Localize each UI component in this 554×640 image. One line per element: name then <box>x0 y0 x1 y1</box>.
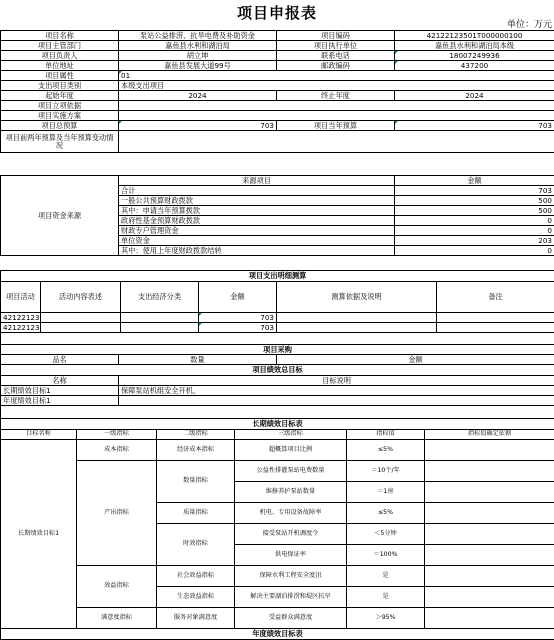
total-budget-value: 703 <box>119 121 277 131</box>
end-year-label: 终止年度 <box>277 91 395 101</box>
funding-row-name: 一般公共预算财政拨款 <box>119 196 395 206</box>
long-perf-l2: 生态效益指标 <box>157 587 235 608</box>
perf-total-row-desc: 保障泵站机组安全开机。 <box>119 386 554 396</box>
long-perf-basis <box>425 440 554 461</box>
long-perf-val: ＝100% <box>347 545 425 566</box>
long-perf-l3: 超概算项目比例 <box>235 440 347 461</box>
start-year-label: 起始年度 <box>1 91 119 101</box>
procurement-header-item: 品名 <box>1 355 119 365</box>
detail-header-note: 备注 <box>437 282 554 313</box>
funding-row-name: 单位资金 <box>119 236 395 246</box>
procurement-header-qty: 数量 <box>119 355 277 365</box>
owner-label: 项目负责人 <box>1 51 119 61</box>
funding-row-amount: 500 <box>395 206 554 216</box>
perf-total-row-name: 年度绩效目标1 <box>1 396 119 406</box>
project-name-label: 项目名称 <box>1 31 119 41</box>
long-perf-l2: 社会效益指标 <box>157 566 235 587</box>
funding-row-amount: 0 <box>395 216 554 226</box>
expenditure-detail-table <box>0 270 554 345</box>
long-perf-l1-cost: 成本指标 <box>77 440 157 461</box>
performance-total-table <box>0 364 554 419</box>
long-perf-header-l2: 二级指标 <box>157 430 235 440</box>
long-perf-basis <box>425 545 554 566</box>
long-perf-l1-satisfaction: 满意度指标 <box>77 608 157 629</box>
long-perf-l2: 质量指标 <box>157 503 235 524</box>
long-perf-section-title: 长期绩效目标表 <box>1 419 554 430</box>
start-year-value: 2024 <box>119 91 277 101</box>
long-perf-header-basis: 指标值确定依据 <box>425 430 554 440</box>
perf-total-header-desc: 目标说明 <box>119 376 554 386</box>
long-perf-header-l3: 三级指标 <box>235 430 347 440</box>
long-perf-header-target: 目标名称 <box>1 430 77 440</box>
prev-budget-value <box>119 131 554 153</box>
project-code-label: 项目编码 <box>277 31 395 41</box>
end-year-value: 2024 <box>395 91 554 101</box>
long-perf-basis <box>425 524 554 545</box>
long-perf-basis <box>425 482 554 503</box>
exec-unit-label: 项目执行单位 <box>277 41 395 51</box>
detail-header-amount: 金额 <box>199 282 277 313</box>
address-value: 嘉鱼县发展大道99号 <box>119 61 277 71</box>
detail-header-content: 活动内容表述 <box>41 282 121 313</box>
long-perf-basis <box>425 503 554 524</box>
basis-value <box>119 101 554 111</box>
funding-row-amount: 500 <box>395 196 554 206</box>
long-perf-l3: 受益群众满意度 <box>235 608 347 629</box>
funding-amount-header: 金额 <box>395 176 554 186</box>
funding-row-amount: 203 <box>395 236 554 246</box>
long-perf-val: ＝10个/年 <box>347 461 425 482</box>
zip-value: 437200 <box>395 61 554 71</box>
basic-info-table <box>0 30 554 153</box>
procurement-section-title: 项目采购 <box>1 345 554 355</box>
detail-row-econ <box>121 313 199 323</box>
zip-label: 邮政编码 <box>277 61 395 71</box>
detail-row-basis <box>277 323 437 333</box>
funding-label: 项目资金来源 <box>1 176 119 256</box>
funding-source-table <box>0 175 554 256</box>
dept-value: 嘉鱼县水利和湖泊局 <box>119 41 277 51</box>
perf-total-row-desc <box>119 396 554 406</box>
long-perf-header-l1: 一级指标 <box>77 430 157 440</box>
long-perf-l2: 数量指标 <box>157 461 235 503</box>
detail-row-activity: 42122123 <box>1 313 41 323</box>
long-perf-l1-output: 产出指标 <box>77 461 157 566</box>
long-perf-l2: 服务对象满意度 <box>157 608 235 629</box>
category-value: 本级支出项目 <box>119 81 554 91</box>
long-perf-l3: 供电保证率 <box>235 545 347 566</box>
plan-label: 项目实施方案 <box>1 111 119 121</box>
long-perf-val: 是 <box>347 587 425 608</box>
perf-total-header-name: 名称 <box>1 376 119 386</box>
long-perf-l3: 保障水利工程安全度汛 <box>235 566 347 587</box>
detail-row-content <box>41 313 121 323</box>
perf-total-row-name: 长期绩效目标1 <box>1 386 119 396</box>
long-term-performance-table <box>0 418 554 640</box>
funding-row-name: 政府性基金预算财政拨款 <box>119 216 395 226</box>
dept-label: 项目主管部门 <box>1 41 119 51</box>
detail-row-note <box>437 313 554 323</box>
form-title: 项目申报表 <box>0 2 554 23</box>
long-perf-basis <box>425 461 554 482</box>
funding-source-header: 来源项目 <box>119 176 395 186</box>
long-perf-val: ＞95% <box>347 608 425 629</box>
address-label: 单位地址 <box>1 61 119 71</box>
funding-row-name: 其中：申请当年预算拨款 <box>119 206 395 216</box>
phone-value: 18007249936 <box>395 51 554 61</box>
detail-row-econ <box>121 323 199 333</box>
long-perf-basis <box>425 608 554 629</box>
total-budget-label: 项目总预算 <box>1 121 119 131</box>
current-budget-label: 项目当年预算 <box>277 121 395 131</box>
detail-section-title: 项目支出明细测算 <box>1 271 554 282</box>
long-perf-l3: 维修养护泵站数量 <box>235 482 347 503</box>
detail-row-amount: 703 <box>199 313 277 323</box>
long-perf-val: ＝1座 <box>347 482 425 503</box>
long-perf-l3: 接受泵站开机调度令 <box>235 524 347 545</box>
owner-value: 胡立坤 <box>119 51 277 61</box>
long-perf-val: ≤5% <box>347 440 425 461</box>
detail-row-activity: 42122123 <box>1 323 41 333</box>
exec-unit-value: 嘉鱼县水利和湖泊局本级 <box>395 41 554 51</box>
prev-budget-label: 项目前两年预算及当年预算变动情况 <box>1 131 119 153</box>
long-perf-l3: 解决主要湖泊排涝和堤区抗旱 <box>235 587 347 608</box>
attr-label: 项目属性 <box>1 71 119 81</box>
detail-row-content <box>41 323 121 333</box>
long-perf-l2: 时效指标 <box>157 524 235 566</box>
long-perf-l1-benefit: 效益指标 <box>77 566 157 608</box>
long-perf-val: 是 <box>347 566 425 587</box>
long-perf-basis <box>425 566 554 587</box>
detail-header-activity: 项目活动 <box>1 282 41 313</box>
phone-label: 联系电话 <box>277 51 395 61</box>
current-budget-value: 703 <box>395 121 554 131</box>
funding-row-name: 合计 <box>119 186 395 196</box>
long-perf-val: ≤5% <box>347 503 425 524</box>
long-perf-l3: 公益性排灌泵站电费数量 <box>235 461 347 482</box>
annual-perf-section-title: 年度绩效目标表 <box>1 629 554 640</box>
long-perf-val: ＜5分钟 <box>347 524 425 545</box>
unit-label: 单位：万元 <box>507 17 552 30</box>
detail-row-basis <box>277 313 437 323</box>
project-name-value: 泵站公益排涝、抗旱电费及补助资金 <box>119 31 277 41</box>
perf-total-blank-row <box>1 406 554 419</box>
detail-blank-row <box>1 333 554 345</box>
detail-row-amount: 703 <box>199 323 277 333</box>
project-code-value: 42122123501T000000100 <box>395 31 554 41</box>
funding-row-amount: 0 <box>395 246 554 256</box>
category-label: 支出项目类别 <box>1 81 119 91</box>
perf-total-section-title: 项目绩效总目标 <box>1 365 554 376</box>
long-perf-header-val: 指标值 <box>347 430 425 440</box>
detail-header-econ: 支出经济分类 <box>121 282 199 313</box>
funding-row-amount: 703 <box>395 186 554 196</box>
basis-label: 项目立项依据 <box>1 101 119 111</box>
funding-row-name: 财政专户管理资金 <box>119 226 395 236</box>
procurement-table <box>0 344 554 365</box>
procurement-header-amount: 金额 <box>277 355 554 365</box>
funding-row-name: 其中：使用上年度财政拨款结转 <box>119 246 395 256</box>
plan-value <box>119 111 554 121</box>
funding-row-amount: 0 <box>395 226 554 236</box>
long-perf-l2: 经济成本指标 <box>157 440 235 461</box>
attr-value: 01 <box>119 71 554 81</box>
long-perf-basis <box>425 587 554 608</box>
long-perf-l3: 机电、专用设备故障率 <box>235 503 347 524</box>
long-perf-target-name: 长期绩效目标1 <box>1 440 77 629</box>
detail-row-note <box>437 323 554 333</box>
detail-header-basis: 测算依据及说明 <box>277 282 437 313</box>
